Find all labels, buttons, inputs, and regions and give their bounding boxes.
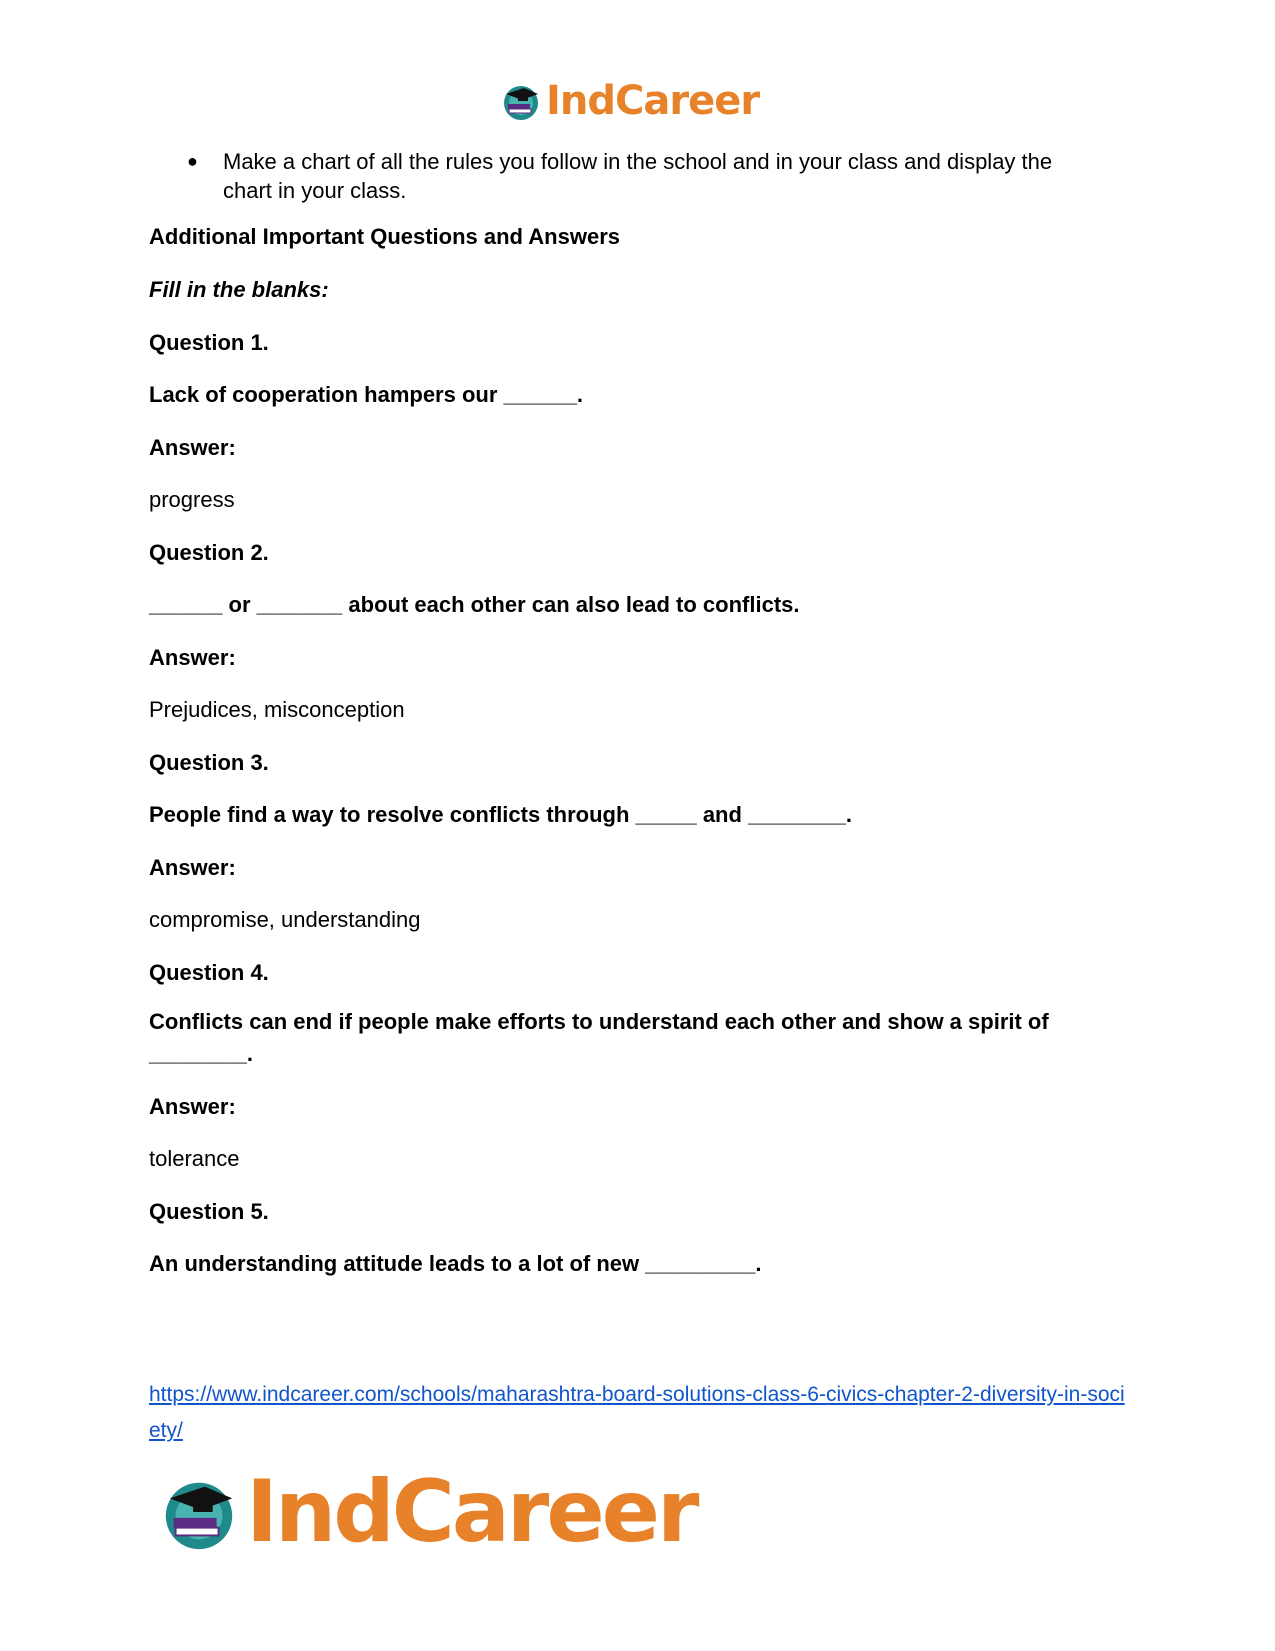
question-label: Question 4.	[149, 960, 269, 985]
section-title: Additional Important Questions and Answers	[149, 224, 621, 249]
source-url-link[interactable]: https://www.indcareer.com/schools/maharashtra-board-solutions-class-6-civics-chapter-2-diversity-in-society/	[149, 1383, 1125, 1442]
bullet-item	[187, 147, 1107, 205]
graduation-cap-books-globe-icon	[500, 80, 542, 122]
question-text: People find a way to resolve conflicts through _____ and ________.	[149, 802, 853, 827]
header-logo	[500, 78, 759, 124]
answer-text: progress	[149, 487, 235, 512]
question-label: Question 1.	[149, 330, 269, 355]
logo-text: IndCareer	[546, 78, 760, 124]
answer-label: Answer:	[149, 1094, 236, 1119]
answer-label: Answer:	[149, 855, 236, 880]
graduation-cap-books-globe-icon	[158, 1471, 240, 1553]
answer-text: compromise, understanding	[149, 907, 421, 932]
answer-text: Prejudices, misconception	[149, 697, 405, 722]
question-label: Question 2.	[149, 540, 269, 565]
question-text: An understanding attitude leads to a lot of new _________.	[149, 1251, 762, 1276]
answer-label: Answer:	[149, 435, 236, 460]
answer-text: tolerance	[149, 1146, 240, 1171]
bullet-dot: ●	[187, 151, 198, 171]
question-text: Lack of cooperation hampers our ______.	[149, 382, 584, 407]
question-label: Question 5.	[149, 1199, 269, 1224]
question-text: Conflicts can end if people make efforts to understand each other and show a spirit of ________.	[149, 1009, 1049, 1066]
footer-logo	[158, 1462, 696, 1562]
answer-label: Answer:	[149, 645, 236, 670]
logo-text: IndCareer	[246, 1462, 697, 1562]
question-text: ______ or _______ about each other can also lead to conflicts.	[149, 592, 800, 617]
bullet-text: Make a chart of all the rules you follow in the school and in your class and display the chart in your class.	[223, 149, 1053, 203]
question-label: Question 3.	[149, 750, 269, 775]
subsection-title: Fill in the blanks:	[149, 277, 329, 302]
